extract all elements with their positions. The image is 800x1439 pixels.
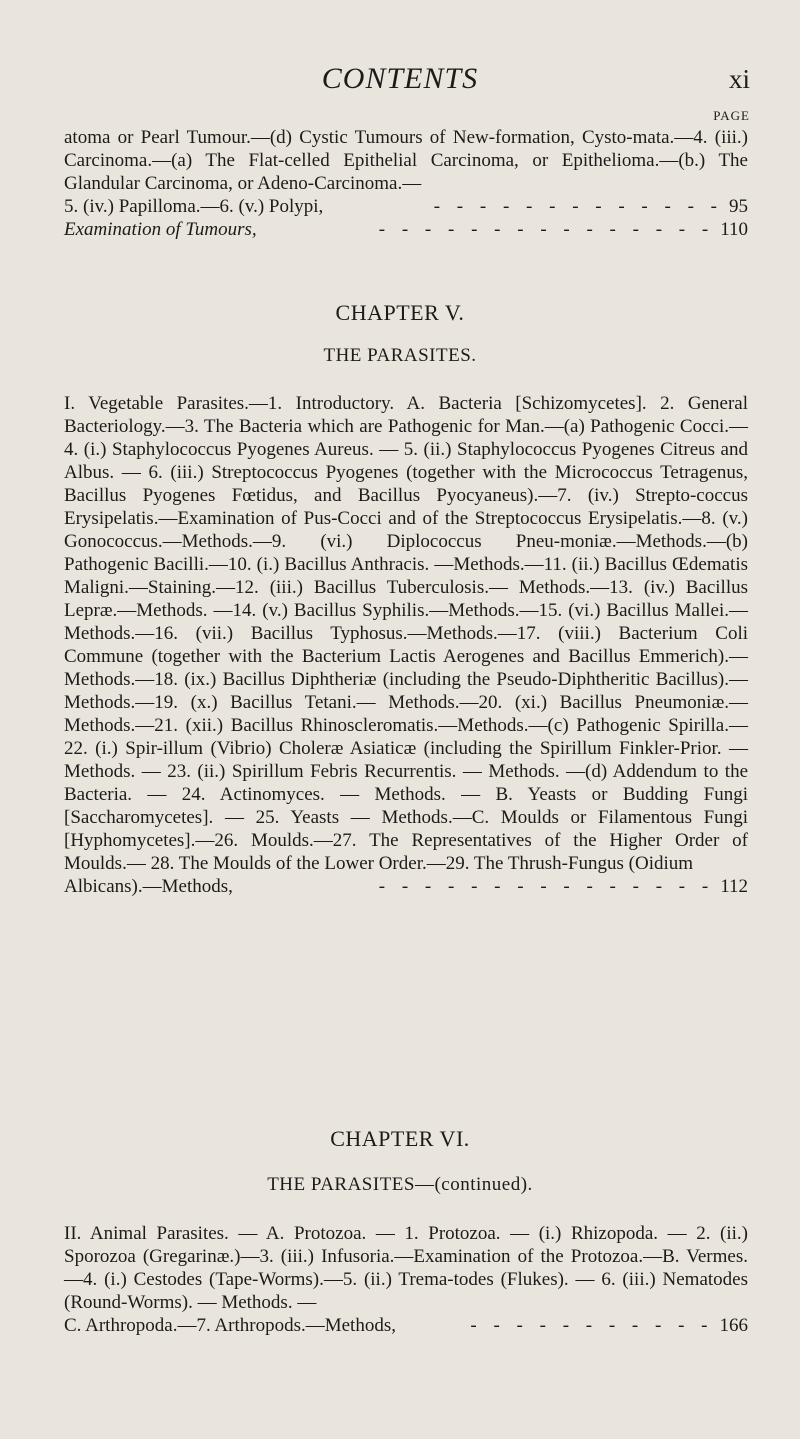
toc-line-examination <box>64 218 748 241</box>
toc-line-arthropoda <box>64 1314 748 1337</box>
toc-line-text: C. Arthropoda.—7. Arthropods.—Methods, <box>64 1315 396 1336</box>
chapter5-contents <box>64 392 748 898</box>
toc-page-ref: 112 <box>720 876 748 897</box>
running-header <box>0 62 800 102</box>
toc-line-text: Examination of Tumours, <box>64 219 257 240</box>
dot-leader: - - - - - - - - - - - <box>470 1315 714 1336</box>
top-paragraph: atoma or Pearl Tumour.—(d) Cystic Tumours of New-formation, Cysto-mata.—4. (iii.) Carcinoma.—(a) The Flat-celled Epithelial Carcinoma, or Epithelioma.—(b.) The Glandular Carcinoma, or Adeno-Carcinoma.— <box>64 127 748 194</box>
chapter-subtitle: THE PARASITES. <box>323 345 477 366</box>
toc-line-text: Albicans).—Methods, <box>64 876 233 897</box>
dot-leader: - - - - - - - - - - - - - - - <box>378 219 715 240</box>
page-number: xi <box>728 64 750 94</box>
page-column-label: PAGE <box>713 108 750 123</box>
toc-page-ref: 166 <box>719 1315 748 1336</box>
toc-line-polypi <box>64 195 748 218</box>
toc-page-ref: 110 <box>720 219 748 240</box>
toc-line-text: 5. (iv.) Papilloma.—6. (v.) Polypi, <box>64 196 324 217</box>
chapter6-paragraph: II. Animal Parasites. — A. Protozoa. — 1. Protozoa. — (i.) Rhizopoda. — 2. (ii.) Sporozoa (Gregarinæ.)—3. (iii.) Infusoria.—Examination of the Protozoa.—B. Vermes.—4. (i.) Cestodes (Tape-Worms).—5. (ii.) Trema-todes (Flukes). — 6. (iii.) Nematodes (Round-Worms). — Methods. — <box>64 1223 748 1313</box>
running-title: CONTENTS <box>321 62 479 95</box>
chapter6-contents <box>64 1222 748 1337</box>
toc-line-albicans <box>64 875 748 898</box>
chapter-subtitle: THE PARASITES—(continued). <box>267 1174 533 1195</box>
toc-page-ref: 95 <box>729 196 748 217</box>
top-entries <box>64 126 748 241</box>
dot-leader: - - - - - - - - - - - - - - - <box>378 876 715 897</box>
chapter5-paragraph: I. Vegetable Parasites.—1. Introductory. A. Bacteria [Schizomycetes]. 2. General Bacteriology.—3. The Bacteria which are Pathogenic for Man.—(a) Pathogenic Cocci.—4. (i.) Staphylococcus Pyogenes Aureus. — 5. (ii.) Staphylococcus Pyogenes Citreus and Albus. — 6. (iii.) Streptococcus Pyogenes (together with the Micrococcus Tetragenus, Bacillus Pyogenes Fœtidus, and Bacillus Pyocyaneus).—7. (iv.) Strepto-coccus Erysipelatis.—Examination of Pus-Cocci and of the Streptococcus Erysipelatis.—8. (v.) Gonococcus.—Methods.—9. (vi.) Diplococcus Pneu-moniæ.—Methods.—(b) Pathogenic Bacilli.—10. (i.) Bacillus Anthracis. —Methods.—11. (ii.) Bacillus Œdematis Maligni.—Staining.—12. (iii.) Bacillus Tuberculosis.— Methods.—13. (iv.) Bacillus Lepræ.—Methods. —14. (v.) Bacillus Syphilis.—Methods.—15. (vi.) Bacillus Mallei.— Methods.—16. (vii.) Bacillus Typhosus.—Methods.—17. (viii.) Bacterium Coli Commune (together with the Bacterium Lactis Aerogenes and Bacillus Emmerich).—Methods.—18. (ix.) Bacillus Diphtheriæ (including the Pseudo-Diphtheritic Bacillus).—Methods.—19. (x.) Bacillus Tetani.— Methods.—20. (xi.) Bacillus Pneumoniæ.—Methods.—21. (xii.) Bacillus Rhinoscleromatis.—Methods.—(c) Pathogenic Spirilla.—22. (i.) Spir-illum (Vibrio) Choleræ Asiaticæ (including the Spirillum Finkler-Prior. — Methods. — 23. (ii.) Spirillum Febris Recurrentis. — Methods. —(d) Addendum to the Bacteria. — 24. Actinomyces. — Methods. — B. Yeasts or Budding Fungi [Saccharomycetes]. — 25. Yeasts — Methods.—C. Moulds or Filamentous Fungi [Hyphomycetes].—26. Moulds.—27. The Representatives of the Higher Order of Moulds.— 28. The Moulds of the Lower Order.—29. The Thrush-Fungus (Oidium <box>64 393 748 874</box>
chapter-heading: CHAPTER VI. <box>330 1126 470 1151</box>
chapter-heading: CHAPTER V. <box>335 300 465 325</box>
dot-leader: - - - - - - - - - - - - - <box>433 196 723 217</box>
